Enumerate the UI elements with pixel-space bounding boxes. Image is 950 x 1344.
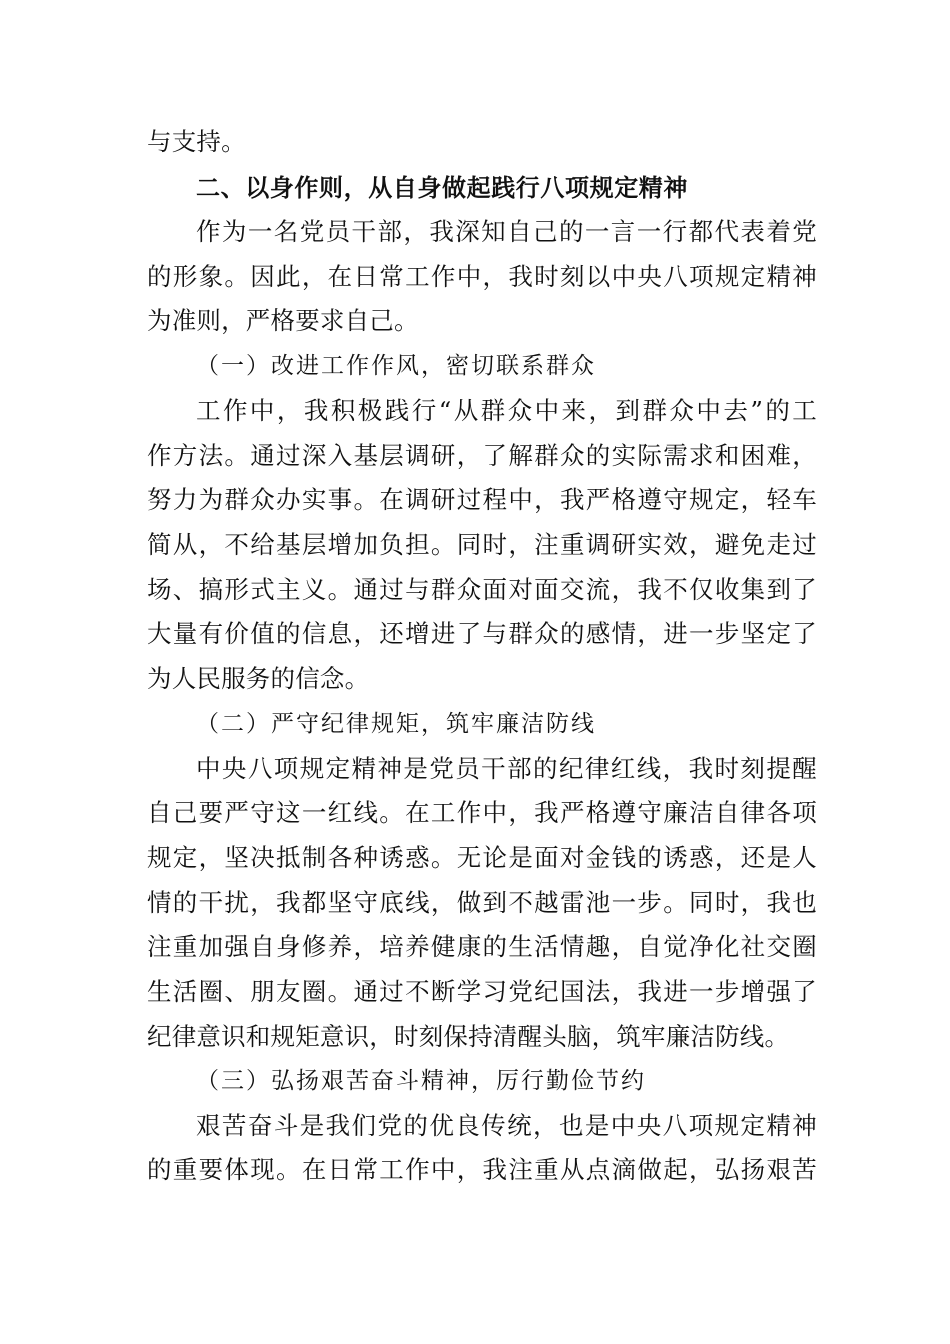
paragraph-line: 规定，坚决抵制各种诱惑。无论是面对金钱的诱惑，还是人 [147,843,817,872]
paragraph-line: 作方法。通过深入基层调研，了解群众的实际需求和困难， [147,441,817,470]
subsection-heading-1: （一）改进工作作风，密切联系群众 [196,353,596,379]
subsection-heading-2: （二）严守纪律规矩，筑牢廉洁防线 [196,711,596,737]
paragraph-line: 的形象。因此，在日常工作中，我时刻以中央八项规定精神 [147,262,817,291]
paragraph-line: 自己要严守这一红线。在工作中，我严格遵守廉洁自律各项 [147,798,817,827]
paragraph-line: 为人民服务的信念。 [147,664,370,693]
paragraph-line: 场、搞形式主义。通过与群众面对面交流，我不仅收集到了 [147,575,817,604]
intro-tail-line: 与支持。 [147,127,246,156]
paragraph-line: 努力为群众办实事。在调研过程中，我严格遵守规定，轻车 [147,485,817,514]
paragraph-line: 作为一名党员干部，我深知自己的一言一行都代表着党 [196,217,817,246]
paragraph-line: 为准则，严格要求自己。 [147,306,419,335]
paragraph-line: 工作中，我积极践行“从群众中来，到群众中去”的工 [196,396,817,425]
paragraph-line: 的重要体现。在日常工作中，我注重从点滴做起，弘扬艰苦 [147,1155,817,1184]
paragraph-line: 简从，不给基层增加负担。同时，注重调研实效，避免走过 [147,530,817,559]
paragraph-line: 大量有价值的信息，还增进了与群众的感情，进一步坚定了 [147,619,817,648]
section-heading: 二、以身作则，从自身做起践行八项规定精神 [196,174,688,202]
paragraph-line: 艰苦奋斗是我们党的优良传统，也是中央八项规定精神 [196,1111,817,1140]
paragraph-line: 注重加强自身修养，培养健康的生活情趣，自觉净化社交圈 [147,932,817,961]
paragraph-line: 中央八项规定精神是党员干部的纪律红线，我时刻提醒 [196,754,817,783]
paragraph-line: 情的干扰，我都坚守底线，做到不越雷池一步。同时，我也 [147,888,817,917]
subsection-heading-3: （三）弘扬艰苦奋斗精神，厉行勤俭节约 [196,1068,646,1094]
paragraph-line: 纪律意识和规矩意识，时刻保持清醒头脑，筑牢廉洁防线。 [147,1022,790,1051]
paragraph-line: 生活圈、朋友圈。通过不断学习党纪国法，我进一步增强了 [147,977,817,1006]
